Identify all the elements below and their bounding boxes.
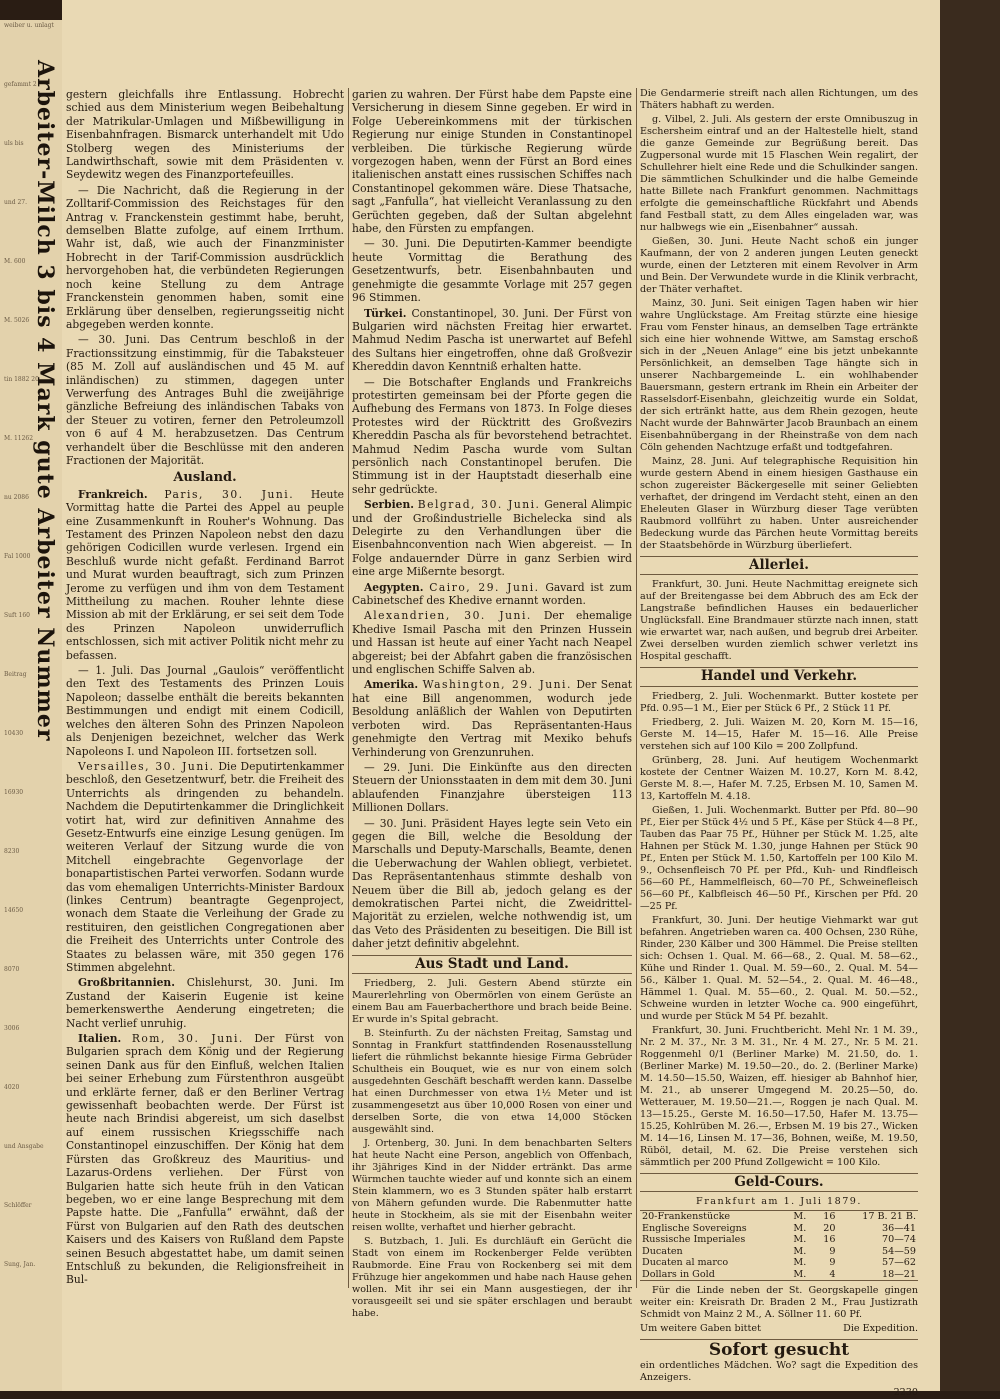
rate-value-pf: 57—62 (881, 1257, 916, 1269)
ad-title: Sofort gesucht (708, 1340, 850, 1361)
article-text: Heute Vormittag hatte die Partei des Appel au peuple eine Zusammenkunft in Rouher's Wohnung. Das Testament des Prinzen Napoleon nebst den dazu gehörigen Codicillen wurde verlesen. Irgend ein Beschluß wurde nicht gefaßt. Ferdinand Barrot und Murat wurden beauftragt, sich zum Prinzen Jerome zu verfügen und ihm von dem Testament Mittheilung zu machen. Rouher lehnte diese Mission ab mit der Erklärung, er sei seit dem Tode des Prinzen Napoleon unwiderruflich entschlossen, sich mit activer Politik nicht mehr zu befassen. (66, 487, 344, 662)
section-heading-stadt-land: Aus Stadt und Land. (352, 955, 632, 974)
article-text: Der ehemalige Khedive Ismail Pascha mit den Prinzen Hussein und Hassan ist heute auf einer Yacht nach Neapel abgereist; bei der Abfahrt gaben die französischen und englischen Schiffe Salven ab. (352, 609, 632, 677)
rate-unit: M. (793, 1211, 807, 1223)
article-text: Der Fürst von Bulgarien sprach dem König und der Regierung seinen Dank aus für den Einfluß, welchen Italien bei seiner Erhebung zum Fürstenthron ausgeübt und erklärte ferner, daß er den Berliner Vertrag gewissenhaft beobachten werde. Der Fürst ist heute nach Brindisi abgereist, um sich daselbst auf einem russischen Kriegsschiffe nach Constantinopel einzuschiffen. Der König hat dem Fürsten das Großkreuz des Mauritius- und Lazarus-Ordens verliehen. Der Fürst von Bulgarien hatte sich heute früh in den Vatican begeben, wo er eine lange Besprechung mit dem Papste hatte. Die „Fanfulla“ erwähnt, daß der Fürst von Bulgarien auf den Rath des deutschen Kaisers und des Kaisers von Rußland dem Papste seinen Besuch abgestattet habe, um damit seinen Entschluß zu bekunden, die Religionsfreiheit in Bul- (66, 1032, 344, 1287)
misc-news: Frankfurt, 30. Juni. Heute Nachmittag ereignete sich auf der Breitengasse bei dem Abbruch des am Eck der Langstraße befindlichen Hauses ein bedauerlicher Unglücksfall. Eine Brandmauer stürzte nach innen, statt wie erwartet war, nach außen, und begrub drei Arbeiter. Zwei derselben wurden ziemlich schwer verletzt ins Hospital geschafft. (640, 579, 918, 663)
country-label: Serbien. (364, 498, 414, 512)
country-label: Amerika. (364, 678, 419, 692)
dateline: Paris, 30. Juni. (164, 487, 295, 501)
section-heading-ausland: Ausland. (173, 470, 237, 486)
rate-value-pf: 17 B. 21 B. (862, 1211, 916, 1223)
rate-row (640, 1211, 918, 1223)
local-news: Mainz, 30. Juni. Seit einigen Tagen haben wir hier wahre Unglückstage. Am Freitag stürzte eine hiesige Frau vom Fenster hinaus, an demselben Tage ertränkte sich eine hier wohnende Wittwe, am Samstag erschoß sich in der „Neuen Anlage“ eine bis jetzt unbekannte Persönlichkeit, an demselben Tage hängte sich in unserer Nachbargemeinde L. ein wohlhabender Bauersmann, gestern ertrank im Rhein ein Arbeiter der Rasselsdorf-Eisenbahn, gleichzeitig wurde ein Soldat, der sich ertränkt hatte, aus dem Rhein gezogen, heute Nacht wurde der Bahnwärter Jacob Braunbach an einem Eisenbahnübergang in der Rheinstraße von dem nach Cöln gehenden Nachtzuge erfaßt und todtgefahren. (640, 298, 918, 453)
article-text: — 29. Juni. Die Einkünfte aus den directen Steuern der Unionsstaaten in dem mit dem 30. Juni ablaufenden Finanzjahre übersteigen 113 Millionen Dollars. (352, 760, 632, 815)
margin-fragment: M. 5026 (4, 317, 30, 324)
margin-fragment: 14650 (4, 907, 24, 914)
exchange-date: Frankfurt am 1. Juli 1879. (696, 1196, 862, 1208)
article-serbia (352, 498, 632, 578)
article-text: — 30. Juni. Das Centrum beschloß in der Fractionssitzung einstimmig, für die Tabaksteuer (85 M. Zoll auf ausländischen und 45 M. auf inländischen) zu stimmen, dagegen unter Verwerfung des Antrages Buhl die zweijährige gänzliche Befreiung des inländischen Tabaks von der Steuer zu votiren, ferner den Petroleumzoll von 6 auf 4 M. herabzusetzen. Das Centrum verhandelt über die Beschlüsse mit den anderen Fractionen der Majorität. (66, 333, 344, 467)
market-report: Grünberg, 28. Juni. Auf heutigem Wochenmarkt kostete der Centner Waizen M. 10.27, Korn M. 8.42, Gerste M. 8.—, Hafer M. 7.25, Erbsen M. 10, Samen M. 13, Kartoffeln M. 4.18. (640, 754, 918, 802)
market-report: Gießen, 1. Juli. Wochenmarkt. Butter per Pfd. 80—90 Pf., Eier per Stück 4½ und 5 Pf., Käse per Stück 4—8 Pf., Tauben das Paar 75 Pf., Hühner per Stück M. 1.25, alte Hahnen per Stück M. 1.30, junge Hahnen per Stück 90 Pf., Enten per Stück M. 1.50, Kartoffeln per 100 Kilo M. 9., Ochsenfleisch 70 Pf. per Pfd., Kuh- und Rindfleisch 56—60 Pf., Hammelfleisch, 60—70 Pf., Schweinefleisch 56—60 Pf., Kalbfleisch 46—50 Pf., Kirschen per Pfd. 20—25 Pf. (640, 804, 918, 912)
article-alexandria (352, 609, 632, 676)
rate-value-mark: 20 (823, 1222, 836, 1234)
country-label: Großbritannien. (78, 976, 175, 990)
article-turkey (352, 307, 632, 374)
rate-name: Russische Imperiales (642, 1234, 746, 1246)
article-text: — 30. Juni. Präsident Hayes legte sein Veto ein gegen die Bill, welche die Besoldung der Marschalls und Deputy-Marschalls, Beamte, denen die Ueberwachung der Wahlen obliegt, verbietet. Das Repräsentantenhaus stimmte deshalb von Neuem über die Bill ab, jedoch gelang es der demokratischen Partei nicht, die Zweidrittel-Majorität zu erzielen, welche nothwendig ist, um das Veto des Präsidenten zu beseitigen. Die Bill ist daher jetzt definitiv abgelehnt. (352, 816, 632, 951)
rate-unit: M. (793, 1234, 807, 1246)
rate-name: Ducaten al marco (642, 1257, 729, 1269)
rate-row (640, 1257, 918, 1269)
local-news: Gießen, 30. Juni. Heute Nacht schoß ein junger Kaufmann, der von 2 anderen jungen Leuten geneckt wurde, einen der Letzteren mit einem Revolver in Arm und Bein. Der Verwundete wurde in die Klinik verbracht, der Thäter verhaftet. (640, 236, 918, 295)
rate-row (640, 1234, 918, 1246)
dateline: Rom, 30. Juni. (131, 1032, 244, 1046)
margin-fragment: 8230 (4, 848, 20, 855)
local-news: Mainz, 28. Juni. Auf telegraphische Requisition hin wurde gestern Abend in einem hiesigen Gasthause ein schon zugereister Bäckergeselle mit seiner Geliebten verhaftet, der dringend im Verdacht steht, einen an den Eheleuten Glaser in Würzburg dieser Tage verübten Raubmord vollführt zu haben. Unter ausreichender Bedeckung wurde das Pärchen heute Vormittag bereits der Staatsbehörde in Würzburg überliefert. (640, 456, 918, 551)
dateline: Constantinopel, 30. Juni. (411, 306, 549, 320)
ad-text: ein ordentliches Mädchen. Wo? sagt die Expedition des Anzeigers. (640, 1359, 918, 1383)
rate-unit: M. (793, 1222, 807, 1234)
section-heading-handel: Handel und Verkehr. (640, 667, 918, 686)
rate-value-mark: 16 (823, 1234, 836, 1246)
margin-fragment: 16930 (4, 789, 24, 796)
rate-value-pf: 54—59 (881, 1245, 916, 1257)
article-text: — Die Botschafter Englands und Frankreichs protestirten gemeinsam bei der Pforte gegen die Aufhebung des Fermans von 1873. In Folge dieses Protestes wird der Rücktritt des Großvezirs Khereddin Pascha als für bevorstehend betrachtet. Mahmud Nedim Pascha wurde vom Sultan persönlich nach Constantinopel berufen. Die Stimmung ist in der Hauptstadt dieserhalb eine sehr gedrückte. (352, 375, 632, 496)
rate-value-pf: 36—41 (881, 1222, 916, 1234)
article-text: Der Senat hat eine Bill angenommen, wodurch jede Besoldung anläßlich der Wahlen von Deputirten verboten wird. Das Repräsentanten-Haus genehmigte den Vertrag mit Mexiko behufs Verhinderung von Grenzunruhen. (352, 678, 632, 759)
local-news: g. Vilbel, 2. Juli. Als gestern der erste Omnibuszug in Eschersheim eintraf und an der Haltestelle hielt, stand die ganze Gemeinde zur Begrüßung bereit. Das Zugpersonal wurde mit 15 Flaschen Wein regalirt, der Schullehrer hielt eine Rede und die Schulkinder sangen. Die sämmtlichen Schulkinder und die halbe Gemeinde hatte Billete nach Frankfurt genommen. Nachmittags erfolgte die gemeinschaftliche Rückfahrt und Abends fand Festball statt, zu dem Alles eingeladen war, was nur halbwegs wie ein „Eisenbahner“ aussah. (640, 114, 918, 233)
article-text: gestern gleichfalls ihre Entlassung. Hobrecht schied aus dem Ministerium wegen Beibehaltung der Matrikular-Umlagen und Mißbewilligung in Eisenbahnfragen. Bismarck unterhandelt mit Udo Stolberg wegen des Ministeriums der Landwirthschaft, sowie mit dem Präsidenten v. Seydewitz wegen des Finanzportefeuilles. (66, 88, 344, 182)
columns (66, 88, 921, 1398)
margin-fragment: tin 1882 20 (4, 376, 39, 383)
rate-value-mark: 16 (823, 1211, 836, 1223)
rate-name: Dollars in Gold (642, 1268, 715, 1280)
book-spine (940, 0, 1000, 1391)
vertical-advert-text: Arbeiter-Milch 3 bis 4 Mark gute Arbeiter Nummer (32, 60, 58, 742)
rate-value-pf: 18—21 (881, 1268, 916, 1280)
rate-value-pf: 70—74 (881, 1234, 916, 1246)
margin-fragment: M. 11262 (4, 435, 34, 442)
article-italy (66, 1032, 344, 1287)
article-text: garien zu wahren. Der Fürst habe dem Papste eine Versicherung in diesem Sinne gegeben. Er wird in Folge Uebereinkommens mit der türkischen Regierung nur einige Stunden in Constantinopel verbleiben. Die türkische Regierung würde vorgezogen haben, wenn der Fürst an Bord eines italienischen anstatt eines russischen Schiffes nach Constantinopel gekommen wäre. Diese Thatsache, sagt „Fanfulla“, hat vielleicht Veranlassung zu den Gerüchten gegeben, daß der Sultan abgelehnt habe, den Fürsten zu empfangen. (352, 88, 632, 236)
rate-row (640, 1269, 918, 1281)
article-america (352, 678, 632, 758)
rate-value-mark: 9 (829, 1257, 836, 1269)
market-report: Frankfurt, 30. Juni. Der heutige Viehmarkt war gut befahren. Angetrieben waren ca. 400 Ochsen, 230 Rühe, Rinder, 230 Kälber und 300 Hämmel. Die Preise stellten sich: Ochsen 1. Qual. M. 66—68., 2. Qual. M. 58—62., Kühe und Rinder 1. Qual. M. 59—60., 2. Qual. M. 54—56., Kälber 1. Qual. M. 52—54., 2. Qual. M. 46—48., Hämmel 1. Qual. M. 55—60., 2. Qual. M. 50.—52., Schweine wurden in letzter Woche ca. 900 eingeführt, und wurde per Stück M 54 Pf. bezahlt. (640, 914, 918, 1022)
margin-fragment: 8070 (4, 966, 20, 973)
article-versailles (66, 760, 344, 975)
article-text: General Alimpic und der Großindustrielle Bichelecka sind als Delegirte zu den Verhandlungen über die Eisenbahnconvention nach Wien abgereist. — In Folge andauernder Dürre in ganz Serbien wird eine arge Mißernte besorgt. (352, 498, 632, 579)
rate-row (640, 1223, 918, 1235)
donation-request (640, 1323, 918, 1335)
column-3 (640, 88, 918, 1398)
donation-more: Um weitere Gaben bittet (640, 1323, 761, 1335)
local-news: Friedberg, 2. Juli. Gestern Abend stürzte ein Maurerlehrling von Obermörlen von einem Gerüste an einem Bau am Fauerbacherthore und brach beide Beine. Er wurde in's Spital gebracht. (352, 978, 632, 1025)
dateline: Chislehurst, 30. Juni. (186, 976, 318, 990)
dateline: Alexandrien, 30. Juni. (364, 609, 532, 623)
vertical-advert-strip (34, 60, 60, 1360)
column-1 (66, 88, 344, 1288)
market-report: Frankfurt, 30. Juni. Fruchtbericht. Mehl Nr. 1 M. 39., Nr. 2 M. 37., Nr. 3 M. 31., Nr. 4 M. 27., Nr. 5 M. 21. Roggenmehl 0/1 (Berliner Marke) M. 21.50, do. 1. (Berliner Marke) M. 19.50—20., do. 2. (Berliner Marke) M. 14.50—15.50, Waizen, eff. hiesiger ab Bahnhof hier, M. 21., ab unserer Umgegend M. 20.25—50, do. Wetterauer, M. 19.50—21.—, Roggen je nach Qual. M. 13—15.25., Gerste M. 16.50—17.50, Hafer M. 13.75—15.25, Kohlrüben M. 26.—, Erbsen M. 19 bis 27., Wicken M. 14—16, Linsen M. 17—36, Bohnen, weiße, M. 19.50, Rüböl, detail, M. 62. Die Preise verstehen sich sämmtlich per 200 Pfund Zollgewicht = 100 Kilo. (640, 1024, 918, 1168)
article-britain (66, 976, 344, 1030)
dateline: Cairo, 29. Juni. (429, 580, 540, 594)
article-text: Die Deputirtenkammer beschloß, den Gesetzentwurf, betr. die Freiheit des Unterrichts als dringenden zu behandeln. Nachdem die Deputirtenkammer die Dringlichkeit votirt hat, wird zur definitiven Annahme des Gesetz-Entwurfs eine einzige Lesung genügen. Im weiteren Verlauf der Sitzung wurde die von Mitchell eingebrachte Gegenvorlage der bonapartistischen Partei verworfen. Sodann wurde das vom ehemaligen Unterrichts-Minister Bardoux (linkes Centrum) beantragte Gegenproject, wonach dem Staate die Verleihung der Grade zu restituiren, den geistlichen Congregationen aber die Freiheit des Unterrichts unter Controle des Staates zu belassen wäre, mit 350 gegen 176 Stimmen abgelehnt. (66, 759, 344, 974)
margin-fragment: und Ansgabe (4, 1143, 44, 1150)
margin-fragment: gefammt 2 (4, 81, 37, 88)
section-heading-allerlei: Allerlei. (640, 556, 918, 575)
margin-fragment: 4020 (4, 1084, 20, 1091)
section-heading-geld: Geld-Cours. (640, 1173, 918, 1192)
article-text: Im Zustand der Kaiserin Eugenie ist keine bemerkenswerthe Aenderung eingetreten; die Nacht verlief unruhig. (66, 976, 344, 1030)
article-text: — 1. Juli. Das Journal „Gaulois“ veröffentlicht den Text des Testaments des Prinzen Louis Napoleon; dasselbe enthält die bereits bekannten Bestimmungen und endigt mit einem Codicill, welches den älteren Sohn des Prinzen Napoleon als Denjenigen bezeichnet, welcher das Werk Napoleons I. und Napoleon III. fortsetzen soll. (66, 664, 344, 758)
local-news: Die Gendarmerie streift nach allen Richtungen, um des Thäters habhaft zu werden. (640, 88, 918, 111)
exchange-rates-table (640, 1210, 918, 1281)
margin-fragment: 3006 (4, 1025, 20, 1032)
rate-unit: M. (793, 1257, 807, 1269)
margin-fragment: Sung, Jan. (4, 1261, 36, 1268)
rate-row (640, 1246, 918, 1258)
market-report: Friedberg, 2. Juli. Wochenmarkt. Butter kostete per Pfd. 0.95—1 M., Eier per Stück 6 Pf., 2 Stück 11 Pf. (640, 690, 918, 714)
article-text: Gavard ist zum Cabinetschef des Khedive ernannt worden. (352, 580, 632, 608)
rate-unit: M. (793, 1268, 807, 1280)
country-label: Aegypten. (364, 580, 424, 594)
margin-fragment: Schlöffer (4, 1202, 32, 1209)
ad-number: 2230 (893, 1386, 918, 1398)
country-label: Italien. (78, 1032, 122, 1046)
article-text: — 30. Juni. Die Deputirten-Kammer beendigte heute Vormittag die Berathung des Gesetzentwurfs, betr. Eisenbahnbauten und genehmigte die gesammte Vorlage mit 257 gegen 96 Stimmen. (352, 237, 632, 305)
local-news: B. Steinfurth. Zu der nächsten Freitag, Samstag und Sonntag in Frankfurt stattfindenden Rosenausstellung liefert die rühmlichst bekannte hiesige Firma Gebrüder Schultheis ein Bouquet, wie es nur von einem solch ausgedehnten Geschäft beschafft werden kann. Dasselbe hat einen Durchmesser von etwa 1½ Meter und ist zusammengesetzt aus über 10,000 Rosen von einer und derselben Sorte, die von etwa 14,000 Stöcken ausgewählt sind. (352, 1028, 632, 1135)
country-label: Türkei. (364, 306, 407, 320)
rate-name: Englische Sovereigns (642, 1222, 747, 1234)
rate-value-mark: 9 (829, 1245, 836, 1257)
donation-sign: Die Expedition. (843, 1323, 918, 1335)
column-rule (348, 88, 349, 1288)
country-label: Frankreich. (78, 487, 148, 501)
rate-value-mark: 4 (829, 1268, 836, 1280)
donation-notice: Für die Linde neben der St. Georgskapelle gingen weiter ein: Kreisrath Dr. Braden 2 M., Frau Justizrath Schmidt von Mainz 2 M., A. Söllner 11. 60 Pf. (640, 1285, 918, 1321)
rate-name: 20-Frankenstücke (642, 1211, 731, 1223)
rate-name: Ducaten (642, 1245, 683, 1257)
local-news: S. Butzbach, 1. Juli. Es durchläuft ein Gerücht die Stadt von einem im Rockenberger Felde verübten Raubmorde. Eine Frau von Rockenberg sei mit dem Frühzuge hier angekommen und habe nach Hause gehen wollen. Mit ihr sei ein Mann ausgestiegen, der ihr vorausgeeilt sei und sie später erschlagen und beraubt habe. (352, 1236, 632, 1319)
article-egypt (352, 581, 632, 608)
margin-fragment: weiber u. unlagt (4, 22, 54, 29)
margin-fragment: M. 600 (4, 258, 26, 265)
margin-fragment: Fal 1000 (4, 553, 31, 560)
article-text: Der Fürst von Bulgarien wird nächsten Freitag hier erwartet. Mahmud Nedim Pascha ist unerwartet auf Befehl des Sultans hier eingetroffen, ohne daß Großvezir Khereddin davon Kenntniß erhalten hatte. (352, 306, 632, 374)
margin-fragment: und 27. (4, 199, 28, 206)
rate-unit: M. (793, 1245, 807, 1257)
dateline: Belgrad, 30. Juni. (417, 498, 541, 512)
margin-fragment: uls bis (4, 140, 24, 147)
market-report: Friedberg, 2. Juli. Waizen M. 20, Korn M. 15—16, Gerste M. 14—15, Hafer M. 15—16. Alle Preise verstehen sich auf 100 Kilo = 200 Zollpfund. (640, 716, 918, 752)
column-2 (352, 88, 632, 1319)
local-news: J. Ortenberg, 30. Juni. In dem benachbarten Selters hat heute Nacht eine Person, angeblich von Offenbach, ihr 3jähriges Kind in der Nidder ertränkt. Das arme Würmchen tauchte wieder auf und konnte sich an einem Stein klammern, wo es 3 Stunden später halb erstarrt von Mähern gefunden wurde. Die Rabenmutter hatte heute in Stockheim, als sie mit der Eisenbahn weiter reisen wollte, verhaftet und hierher gebracht. (352, 1138, 632, 1233)
article-text: — Die Nachricht, daß die Regierung in der Zolltarif-Commission des Reichstages für den Antrag v. Franckenstein gestimmt habe, beruht, demselben Blatte zufolge, auf einem Irrthum. Wahr ist, daß, wie auch der Finanzminister Hobrecht in der Tarif-Commission ausdrücklich hervorgehoben hat, die verbündeten Regierungen noch keine Stellung zu dem Antrage Franckenstein genommen haben, somit eine Erklärung über denselben, regierungsseitig nicht abgegeben werden konnte. (66, 183, 344, 331)
column-rule (636, 88, 637, 1288)
margin-fragment: nu 2086 (4, 494, 29, 501)
dateline: Washington, 29. Juni. (422, 678, 572, 692)
margin-fragment: Suft 160 (4, 612, 30, 619)
margin-fragment: 10430 (4, 730, 24, 737)
article-france-paris (66, 488, 344, 662)
margin-fragment: Beitrag (4, 671, 27, 678)
dateline: Versailles, 30. Juni. (78, 759, 215, 773)
